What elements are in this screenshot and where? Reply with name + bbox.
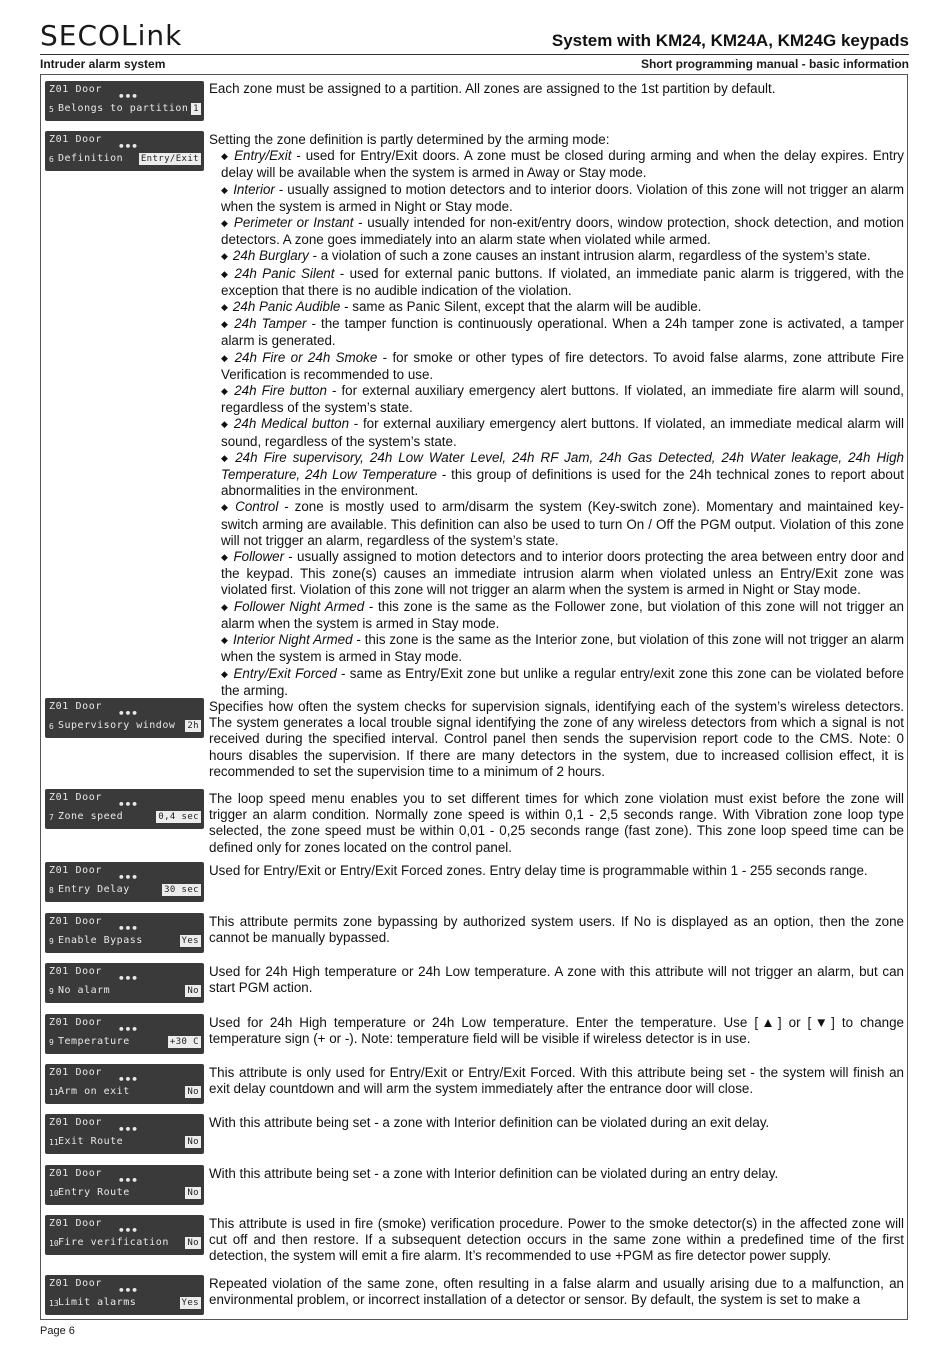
bullet-icon: ◆ (221, 452, 231, 463)
lcd-label: Entry Route (58, 1187, 130, 1198)
lcd-line1: Z01 Door (49, 84, 102, 95)
definition-description: - this zone is the same as the Interior zone, but violation of this zone will not trigger an alarm when the system is armed in Stay mode. (221, 632, 905, 665)
definition-list (209, 148, 904, 699)
lcd-dots: ••• (118, 1123, 138, 1136)
bullet-icon: ◆ (221, 268, 230, 279)
definition-term: Interior Night Armed (233, 632, 353, 648)
lcd-dots: ••• (118, 140, 138, 153)
lcd-label: Exit Route (58, 1136, 124, 1147)
secolink-logo: SECOLink (40, 19, 183, 52)
definition-description: - used for Entry/Exit doors. A zone must be closed during arming and when the delay expires. Entry delay will be available when the system is armed in Away or Stay mode. (221, 148, 904, 181)
definition-term: 24h Fire or 24h Smoke (234, 349, 378, 365)
lcd-fire-verification (45, 1215, 204, 1255)
lcd-dots: ••• (118, 922, 138, 935)
definition-term: 24h Tamper (234, 316, 307, 332)
lcd-number: 8 (49, 886, 54, 895)
lcd-no-alarm (45, 963, 204, 1003)
definition-item (209, 383, 904, 416)
entry-delay-text: Used for Entry/Exit or Entry/Exit Forced zones. Entry delay time is programmable within 1 - 255 seconds range. (209, 863, 868, 878)
definition-item (209, 549, 904, 599)
lcd-value: 0,4 sec (158, 812, 199, 822)
lcd-value: +30 C (169, 1037, 199, 1047)
bullet-icon: ◆ (221, 302, 228, 313)
limit-alarms-text: Repeated violation of the same zone, often resulting in a false alarm and usually arising due to a malfunction, an environmental problem, or incorrect installation of a detector or sensor. By default, the system is set to make a (209, 1276, 904, 1308)
lcd-dots: ••• (118, 1224, 138, 1237)
lcd-line1: Z01 Door (49, 966, 102, 977)
lcd-line1: Z01 Door (49, 1168, 102, 1179)
definition-description: - for external auxiliary emergency alert buttons. If violated, an immediate fire alarm will sound, regardless of the system’s state. (221, 383, 905, 416)
lcd-value: No (187, 986, 199, 996)
lcd-value: No (187, 1087, 199, 1097)
definition-description: - for external auxiliary emergency alert buttons. If violated, an immediate medical alarm will sound, regardless of the system’s state. (221, 416, 905, 449)
bullet-icon: ◆ (221, 319, 230, 330)
bullet-icon: ◆ (221, 251, 228, 262)
lcd-dots: ••• (118, 1073, 138, 1086)
lcd-number: 11 (49, 1138, 59, 1147)
definition-item (209, 248, 904, 265)
lcd-number: 6 (49, 722, 54, 731)
lcd-enable-bypass (45, 913, 204, 953)
definition-description: - zone is mostly used to arm/disarm the system (Key-switch zone). Momentary and maintained key-switch arming are available. This definition can also be used to turn On / Off the PGM output. Violation of this zone will not trigger an alarm, regardless of the system’s state. (221, 499, 905, 548)
definition-term: Entry/Exit Forced (233, 665, 337, 681)
lcd-label: Definition (58, 153, 124, 164)
lcd-partition (45, 81, 204, 121)
definition-term: 24h Burglary (232, 248, 309, 264)
definition-item (209, 215, 904, 248)
bypass-text: This attribute permits zone bypassing by authorized system users. If No is displayed as an option, then the zone cannot be manually bypassed. (209, 914, 904, 946)
lcd-label: Entry Delay (58, 884, 130, 895)
definition-term: Perimeter or Instant (233, 215, 354, 231)
header-divider (40, 54, 909, 55)
lcd-value: Yes (181, 1298, 199, 1308)
zone-speed-text: The loop speed menu enables you to set different times for which zone violation must exist before the zone will trigger an alarm condition. Normally zone speed is within 0,1 - 2,5 seconds range. With Vibration zone loop type selected, the zone speed must be within 0,01 - 0,25 seconds range (fast zone). This zone loop speed time can be defined only for zones located on the control panel. (209, 791, 904, 855)
definition-term: Follower (233, 549, 285, 565)
definition-item (209, 599, 904, 632)
bullet-icon: ◆ (221, 218, 229, 229)
definition-term: Entry/Exit (234, 148, 292, 164)
definition-item (209, 182, 904, 215)
bullet-icon: ◆ (221, 502, 231, 513)
bullet-icon: ◆ (221, 184, 229, 195)
lcd-line1: Z01 Door (49, 865, 102, 876)
bullet-icon: ◆ (221, 552, 229, 563)
lcd-dots: ••• (118, 1174, 138, 1187)
page-number: Page 6 (40, 1325, 75, 1337)
definition-item (209, 148, 904, 181)
lcd-dots: ••• (118, 798, 138, 811)
lcd-dots: ••• (118, 871, 138, 884)
bullet-icon: ◆ (221, 635, 229, 646)
definition-section (209, 132, 904, 699)
lcd-value: No (187, 1188, 199, 1198)
lcd-value: Entry/Exit (140, 154, 199, 164)
definition-description: - usually assigned to motion detectors and to interior doors. Violation of this zone will not trigger an alarm when the system is armed in Night or Stay mode. (221, 181, 905, 214)
lcd-label: Fire verification (58, 1237, 169, 1248)
lcd-dots: ••• (118, 1284, 138, 1297)
lcd-dots: ••• (118, 707, 138, 720)
definition-term: 24h Fire button (234, 383, 327, 399)
lcd-supervisory (45, 698, 204, 738)
definition-description: - the tamper function is continuously operational. When a 24h tamper zone is activated, a tamper alarm is generated. (221, 316, 905, 349)
lcd-number: 7 (49, 813, 54, 822)
lcd-label: Supervisory window (58, 720, 176, 731)
lcd-line1: Z01 Door (49, 701, 102, 712)
bullet-icon: ◆ (221, 352, 230, 363)
supervisory-text: Specifies how often the system checks for supervision signals, identifying each of the system’s wireless detectors. The system generates a local trouble signal identifying the zone of any wireless detectors from which a signal is not received during the specified interval. Control panel then sends the supervision report code to the CMS. Note: 0 hours disables the supervision. If there are many detectors in the system, due to increased collision effect, it is recommended to set the supervision time to a minimum of 2 hours. (209, 699, 904, 779)
lcd-entry-route (45, 1165, 204, 1205)
definition-term: 24h Medical button (233, 416, 350, 432)
lcd-value: No (187, 1238, 199, 1248)
temperature-text: Used for 24h High temperature or 24h Low temperature. Enter the temperature. Use [▲] or [▼] to change temperature sign (+ or -). Note: temperature field will be visible if wireless detector is in use. (209, 1015, 904, 1047)
lcd-label: Belongs to partition (58, 103, 189, 114)
lcd-label: Enable Bypass (58, 935, 143, 946)
definition-item (209, 416, 904, 449)
lcd-number: 10 (49, 1239, 59, 1248)
definition-description: - usually intended for non-exit/entry doors, window protection, shock detection, and motion detectors. A zone goes immediately into an alarm state when violated while armed. (221, 215, 905, 248)
lcd-number: 11 (49, 1088, 59, 1097)
lcd-temperature (45, 1014, 204, 1054)
definition-term: 24h Fire supervisory, 24h Low Water Level, 24h RF Jam, 24h Gas Detected, 24h Water leakage, 24h High Temperature, 24h Low Temperature (221, 449, 904, 483)
definition-description: - a violation of such a zone causes an instant intrusion alarm, regardless of the system’s state. (308, 248, 871, 264)
lcd-value: 2h (187, 721, 199, 731)
bullet-icon: ◆ (221, 668, 229, 679)
definition-item (209, 350, 904, 383)
lcd-definition (45, 131, 204, 171)
lcd-number: 9 (49, 1038, 54, 1047)
document-title: System with KM24, KM24A, KM24G keypads (551, 31, 909, 50)
bullet-icon: ◆ (221, 601, 229, 612)
bullet-icon: ◆ (221, 386, 230, 397)
lcd-line1: Z01 Door (49, 1067, 102, 1078)
header-subtitle-left: Intruder alarm system (40, 57, 166, 71)
definition-description: - used for external panic buttons. If violated, an immediate panic alarm is triggered, with the exception that there is no audible indication of the violation. (221, 265, 905, 298)
lcd-number: 9 (49, 987, 54, 996)
definition-item (209, 266, 904, 299)
lcd-label: No alarm (58, 985, 111, 996)
lcd-value: No (187, 1137, 199, 1147)
lcd-dots: ••• (118, 90, 138, 103)
lcd-zone-speed (45, 789, 204, 829)
lcd-number: 5 (49, 105, 54, 114)
lcd-dots: ••• (118, 1023, 138, 1036)
lcd-line1: Z01 Door (49, 1117, 102, 1128)
entry-route-text: With this attribute being set - a zone with Interior definition can be violated during an entry delay. (209, 1166, 779, 1181)
lcd-arm-on-exit (45, 1064, 204, 1104)
definition-intro: Setting the zone definition is partly determined by the arming mode: (209, 132, 610, 147)
lcd-label: Limit alarms (58, 1297, 137, 1308)
lcd-dots: ••• (118, 972, 138, 985)
bullet-icon: ◆ (221, 151, 230, 162)
definition-term: Interior (233, 181, 275, 197)
lcd-label: Zone speed (58, 811, 124, 822)
lcd-label: Arm on exit (58, 1086, 130, 1097)
lcd-number: 6 (49, 155, 54, 164)
definition-item (209, 316, 904, 349)
lcd-line1: Z01 Door (49, 1278, 102, 1289)
lcd-number: 9 (49, 937, 54, 946)
lcd-entry-delay (45, 862, 204, 902)
fire-verification-text: This attribute is used in fire (smoke) verification procedure. Power to the smoke detector(s) in the affected zone will cut off and then restore. If a subsequent detection occurs in the same zone within a predefined time of the first detection, the system will emit a fire alarm. It’s recommended to use +PGM as fire detector power supply. (209, 1216, 904, 1264)
definition-description: - usually assigned to motion detectors and to interior doors protecting the area between entry door and the keypad. This zone(s) causes an immediate intrusion alarm when violated unless an Entry/Exit zone was violated first. Violation of this zone will not trigger an alarm when the system is armed in Night or Stay mode. (221, 549, 905, 598)
lcd-line1: Z01 Door (49, 916, 102, 927)
lcd-limit-alarms (45, 1275, 204, 1315)
definition-item (209, 299, 904, 316)
definition-term: Follower Night Armed (233, 598, 365, 614)
lcd-line1: Z01 Door (49, 1017, 102, 1028)
arm-on-exit-text: This attribute is only used for Entry/Exit or Entry/Exit Forced. With this attribute being set - the system will finish an exit delay countdown and will arm the system immediately after the entrance door will close. (209, 1065, 904, 1097)
lcd-value: Yes (181, 936, 199, 946)
lcd-value: 30 sec (164, 885, 199, 895)
no-alarm-text: Used for 24h High temperature or 24h Low temperature. A zone with this attribute will not trigger an alarm, but can start PGM action. (209, 964, 904, 996)
definition-item (209, 450, 904, 500)
exit-route-text: With this attribute being set - a zone with Interior definition can be violated during an exit delay. (209, 1115, 770, 1130)
definition-description: - for smoke or other types of fire detectors. To avoid false alarms, zone attribute Fire Verification is recommended to use. (221, 349, 904, 382)
definition-item (209, 666, 904, 699)
lcd-number: 13 (49, 1299, 59, 1308)
partition-text: Each zone must be assigned to a partition. All zones are assigned to the 1st partition by default. (209, 81, 776, 96)
lcd-line1: Z01 Door (49, 792, 102, 803)
definition-description: - same as Panic Silent, except that the alarm will be audible. (340, 299, 702, 315)
definition-item (209, 499, 904, 549)
lcd-line1: Z01 Door (49, 134, 102, 145)
definition-term: 24h Panic Audible (232, 299, 341, 315)
lcd-exit-route (45, 1114, 204, 1154)
lcd-line1: Z01 Door (49, 1218, 102, 1229)
header-subtitle-right: Short programming manual - basic information (640, 57, 909, 71)
bullet-icon: ◆ (221, 419, 229, 430)
definition-description: - this group of definitions is used for the 24h technical zones to report about abnormalities in the environment. (221, 467, 904, 499)
definition-term: Control (235, 499, 279, 515)
lcd-label: Temperature (58, 1036, 130, 1047)
lcd-value: 1 (193, 104, 199, 114)
definition-item (209, 632, 904, 665)
definition-description: - this zone is the same as the Follower zone, but violation of this zone will not trigger an alarm when the system is armed in Stay mode. (221, 598, 905, 631)
definition-term: 24h Panic Silent (234, 265, 335, 281)
lcd-number: 10 (49, 1189, 59, 1198)
definition-description: - same as Entry/Exit zone but unlike a regular entry/exit zone this zone can be violated before the arming. (221, 665, 904, 698)
